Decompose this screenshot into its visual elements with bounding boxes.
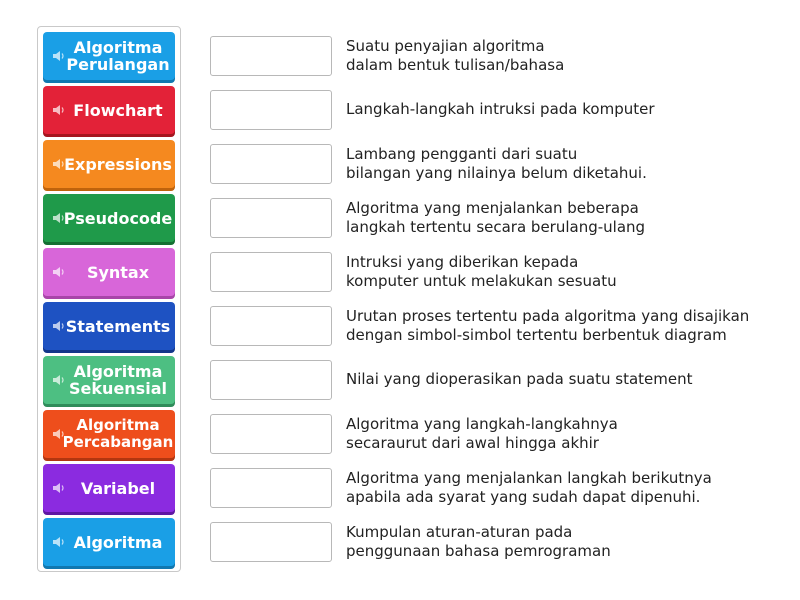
tile-algoritma[interactable] — [43, 518, 175, 566]
definition-7: Nilai yang dioperasikan pada suatu statement — [346, 370, 693, 388]
speaker-icon[interactable] — [52, 49, 66, 63]
definition-10: Kumpulan aturan-aturan pada penggunaan bahasa pemrograman — [346, 523, 611, 560]
drop-slot-3[interactable] — [210, 144, 332, 184]
tile-algoritma-sekuensial[interactable] — [43, 356, 175, 404]
tile-label: Algoritma Percabangan — [62, 416, 174, 451]
tile-label: Flowchart — [73, 100, 163, 120]
definition-6: Urutan proses tertentu pada algoritma yang disajikan dengan simbol-simbol tertentu berbentuk diagram — [346, 307, 750, 344]
tile-label: Statements — [65, 316, 171, 336]
tile-statements[interactable] — [43, 302, 175, 350]
definition-8: Algoritma yang langkah-langkahnya secaraurut dari awal hingga akhir — [346, 415, 618, 452]
speaker-icon[interactable] — [52, 265, 66, 279]
tile-label: Variabel — [80, 478, 156, 498]
speaker-icon[interactable] — [52, 427, 66, 441]
tile-label: Algoritma Perulangan — [66, 38, 170, 74]
drop-slot-10[interactable] — [210, 522, 332, 562]
tile-pseudocode[interactable] — [43, 194, 175, 242]
tile-algoritma-perulangan[interactable] — [43, 32, 175, 80]
definition-3: Lambang pengganti dari suatu bilangan yang nilainya belum diketahui. — [346, 145, 647, 182]
tile-flowchart[interactable] — [43, 86, 175, 134]
drop-slot-4[interactable] — [210, 198, 332, 238]
speaker-icon[interactable] — [52, 535, 66, 549]
speaker-icon[interactable] — [52, 211, 66, 225]
tile-syntax[interactable] — [43, 248, 175, 296]
tile-label: Pseudocode — [63, 208, 173, 228]
speaker-icon[interactable] — [52, 319, 66, 333]
definition-5: Intruksi yang diberikan kepada komputer untuk melakukan sesuatu — [346, 253, 617, 290]
definition-9: Algoritma yang menjalankan langkah berikutnya apabila ada syarat yang sudah dapat dipenuhi. — [346, 469, 712, 506]
drop-slot-7[interactable] — [210, 360, 332, 400]
drop-slot-6[interactable] — [210, 306, 332, 346]
drop-slot-8[interactable] — [210, 414, 332, 454]
definition-4: Algoritma yang menjalankan beberapa langkah tertentu secara berulang-ulang — [346, 199, 646, 236]
definition-2: Langkah-langkah intruksi pada komputer — [346, 100, 655, 118]
definition-1: Suatu penyajian algoritma dalam bentuk tulisan/bahasa — [346, 37, 565, 74]
speaker-icon[interactable] — [52, 481, 66, 495]
tile-label: Algoritma — [73, 532, 163, 552]
drop-slot-5[interactable] — [210, 252, 332, 292]
drop-slot-9[interactable] — [210, 468, 332, 508]
drop-slot-1[interactable] — [210, 36, 332, 76]
speaker-icon[interactable] — [52, 157, 66, 171]
tile-label: Algoritma Sekuensial — [69, 362, 167, 398]
tile-label: Syntax — [86, 262, 150, 282]
tile-variabel[interactable] — [43, 464, 175, 512]
tile-label: Expressions — [64, 154, 172, 174]
speaker-icon[interactable] — [52, 103, 66, 117]
drop-slot-2[interactable] — [210, 90, 332, 130]
tile-expressions[interactable] — [43, 140, 175, 188]
tile-algoritma-percabangan[interactable] — [43, 410, 175, 458]
speaker-icon[interactable] — [52, 373, 66, 387]
